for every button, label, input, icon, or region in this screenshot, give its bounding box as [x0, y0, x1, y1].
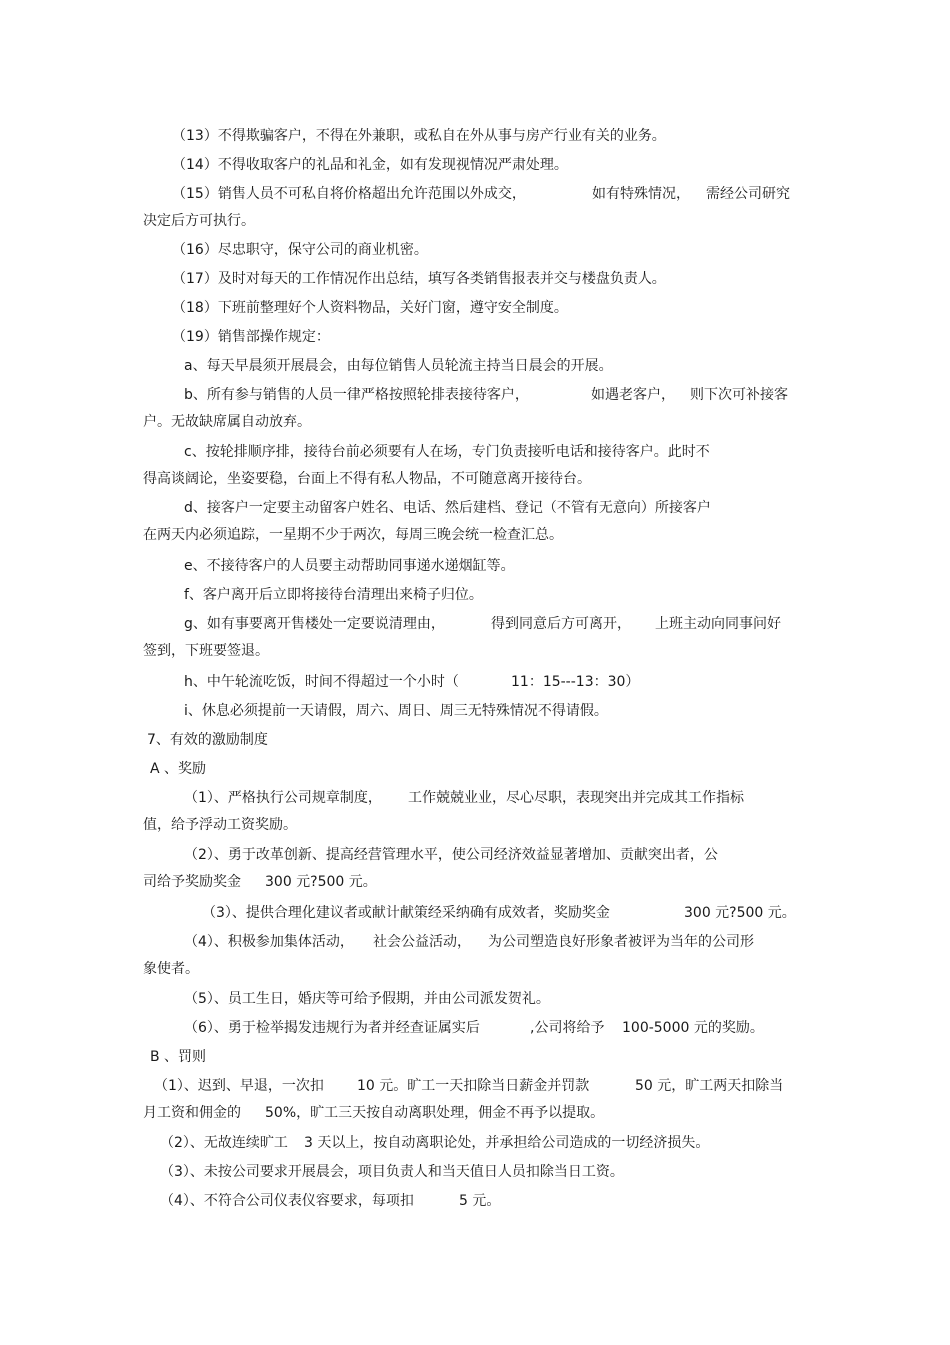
reward-6	[184, 1018, 764, 1038]
rule-15	[172, 184, 790, 204]
rule-15-text-b: 如有特殊情况，	[592, 186, 690, 202]
subsection-rewards	[150, 759, 206, 779]
penalty-3	[160, 1162, 624, 1182]
penalty-1-text-c: 50 元，旷工两天扣除当	[635, 1078, 784, 1094]
penalty-1	[154, 1076, 784, 1096]
item-g-text-b: 得到同意后方可离开，	[491, 616, 631, 632]
reward-6-text-b: ,公司将给予	[530, 1020, 605, 1036]
penalty-1-text-a: （1）、迟到、早退，一次扣	[154, 1078, 324, 1094]
item-d-cont-text: 在两天内必须追踪，一星期不少于两次，每周三晚会统一检查汇总。	[143, 527, 563, 543]
rule-15-cont-text: 决定后方可执行。	[143, 213, 255, 229]
rule-18-text: （18）下班前整理好个人资料物品，关好门窗，遵守安全制度。	[172, 300, 568, 316]
item-h	[184, 672, 640, 692]
penalty-4-text-a: （4）、不符合公司仪表仪容要求，每项扣	[160, 1193, 414, 1209]
reward-1-cont-text: 值，给予浮动工资奖励。	[143, 817, 297, 833]
rule-14-text: （14）不得收取客户的礼品和礼金，如有发现视情况严肃处理。	[172, 157, 568, 173]
item-g-text-c: 上班主动向同事问好	[655, 616, 781, 632]
reward-1-text-a: （1）、严格执行公司规章制度，	[184, 790, 382, 806]
item-b-text-a: b、所有参与销售的人员一律严格按照轮排表接待客户，	[184, 387, 529, 403]
rule-13	[172, 126, 666, 146]
item-f-text: f、客户离开后立即将接待台清理出来椅子归位。	[184, 587, 483, 603]
reward-3-text-a: （3）、提供合理化建议者或献计献策经采纳确有成效者，奖励奖金	[202, 905, 610, 921]
reward-4	[184, 932, 754, 952]
penalty-4-text-b: 5 元。	[459, 1193, 501, 1209]
item-b	[184, 385, 788, 405]
item-c-cont	[143, 469, 591, 489]
penalty-1-text-b: 10 元。旷工一天扣除当日薪金并罚款	[357, 1078, 590, 1094]
section-heading-text: 7、有效的激励制度	[147, 732, 268, 748]
penalty-2	[160, 1133, 710, 1153]
item-h-text-a: h、中午轮流吃饭，时间不得超过一个小时（	[184, 674, 459, 690]
reward-5	[184, 989, 550, 1009]
rule-16-text: （16）尽忠职守，保守公司的商业机密。	[172, 242, 428, 258]
penalty-3-text: （3）、未按公司要求开展晨会，项目负责人和当天值日人员扣除当日工资。	[160, 1164, 624, 1180]
reward-2-cont	[143, 872, 377, 892]
item-g	[184, 614, 781, 634]
item-a	[184, 356, 613, 376]
reward-6-text-a: （6）、勇于检举揭发违规行为者并经查证属实后	[184, 1020, 480, 1036]
item-d-text: d、接客户一定要主动留客户姓名、电话、然后建档、登记（不管有无意向）所接客户	[184, 500, 711, 516]
item-b-cont-text: 户。无故缺席属自动放弃。	[143, 414, 311, 430]
item-h-text-b: 11：15---13：30）	[511, 674, 640, 690]
penalty-1-cont-text-a: 月工资和佣金的	[143, 1105, 241, 1121]
item-b-text-b: 如遇老客户，	[591, 387, 675, 403]
item-f	[184, 585, 483, 605]
rule-15-text-a: （15）销售人员不可私自将价格超出允许范围以外成交，	[172, 186, 526, 202]
reward-3	[202, 903, 796, 923]
reward-4-cont	[143, 959, 199, 979]
rule-13-text: （13）不得欺骗客户，不得在外兼职，或私自在外从事与房产行业有关的业务。	[172, 128, 666, 144]
penalty-4	[160, 1191, 501, 1211]
item-g-cont	[143, 641, 269, 661]
penalty-2-text-a: （2）、无故连续旷工	[160, 1135, 288, 1151]
rule-17-text: （17）及时对每天的工作情况作出总结，填写各类销售报表并交与楼盘负责人。	[172, 271, 666, 287]
item-c	[184, 442, 710, 462]
rule-19-text: （19）销售部操作规定：	[172, 329, 330, 345]
rule-18	[172, 298, 568, 318]
reward-2-text: （2）、勇于改革创新、提高经营管理水平，使公司经济效益显著增加、贡献突出者，公	[184, 847, 718, 863]
reward-2-cont-text-a: 司给予奖励奖金	[143, 874, 241, 890]
item-i-text: i、休息必须提前一天请假，周六、周日、周三无特殊情况不得请假。	[184, 703, 608, 719]
subsection-penalties-text: B 、罚则	[150, 1049, 207, 1065]
reward-6-text-c: 100-5000 元的奖励。	[622, 1020, 764, 1036]
item-i	[184, 701, 608, 721]
reward-4-text-b: 社会公益活动，	[373, 934, 471, 950]
reward-1	[184, 788, 744, 808]
subsection-rewards-text: A 、奖励	[150, 761, 207, 777]
penalty-1-cont	[143, 1103, 605, 1123]
reward-5-text: （5）、员工生日，婚庆等可给予假期，并由公司派发贺礼。	[184, 991, 550, 1007]
item-b-cont	[143, 412, 311, 432]
reward-3-text-b: 300 元?500 元。	[684, 905, 796, 921]
reward-1-cont	[143, 815, 297, 835]
item-g-cont-text: 签到，下班要签退。	[143, 643, 269, 659]
item-d	[184, 498, 711, 518]
item-g-text-a: g、如有事要离开售楼处一定要说清理由，	[184, 616, 445, 632]
item-c-cont-text: 得高谈阔论，坐姿要稳，台面上不得有私人物品，不可随意离开接待台。	[143, 471, 591, 487]
rule-15-cont	[143, 211, 255, 231]
item-a-text: a、每天早晨须开展晨会，由每位销售人员轮流主持当日晨会的开展。	[184, 358, 613, 374]
item-c-text: c、按轮排顺序排，接待台前必须要有人在场，专门负责接听电话和接待客户。此时不	[184, 444, 710, 460]
item-b-text-c: 则下次可补接客	[690, 387, 788, 403]
rule-15-text-c: 需经公司研究	[706, 186, 790, 202]
reward-1-text-b: 工作兢兢业业，尽心尽职，表现突出并完成其工作指标	[408, 790, 744, 806]
reward-4-text-a: （4）、积极参加集体活动，	[184, 934, 354, 950]
item-e	[184, 556, 515, 576]
item-e-text: e、不接待客户的人员要主动帮助同事递水递烟缸等。	[184, 558, 515, 574]
section-heading	[147, 730, 268, 750]
rule-19	[172, 327, 330, 347]
rule-14	[172, 155, 568, 175]
item-d-cont	[143, 525, 563, 545]
reward-4-cont-text: 象使者。	[143, 961, 199, 977]
rule-16	[172, 240, 428, 260]
reward-4-text-c: 为公司塑造良好形象者被评为当年的公司形	[488, 934, 754, 950]
penalty-2-text-b: 3 天以上，按自动离职论处，并承担给公司造成的一切经济损失。	[304, 1135, 710, 1151]
reward-2-cont-text-b: 300 元?500 元。	[265, 874, 377, 890]
reward-2	[184, 845, 718, 865]
rule-17	[172, 269, 666, 289]
subsection-penalties	[150, 1047, 206, 1067]
penalty-1-cont-text-b: 50%，旷工三天按自动离职处理，佣金不再予以提取。	[265, 1105, 605, 1121]
